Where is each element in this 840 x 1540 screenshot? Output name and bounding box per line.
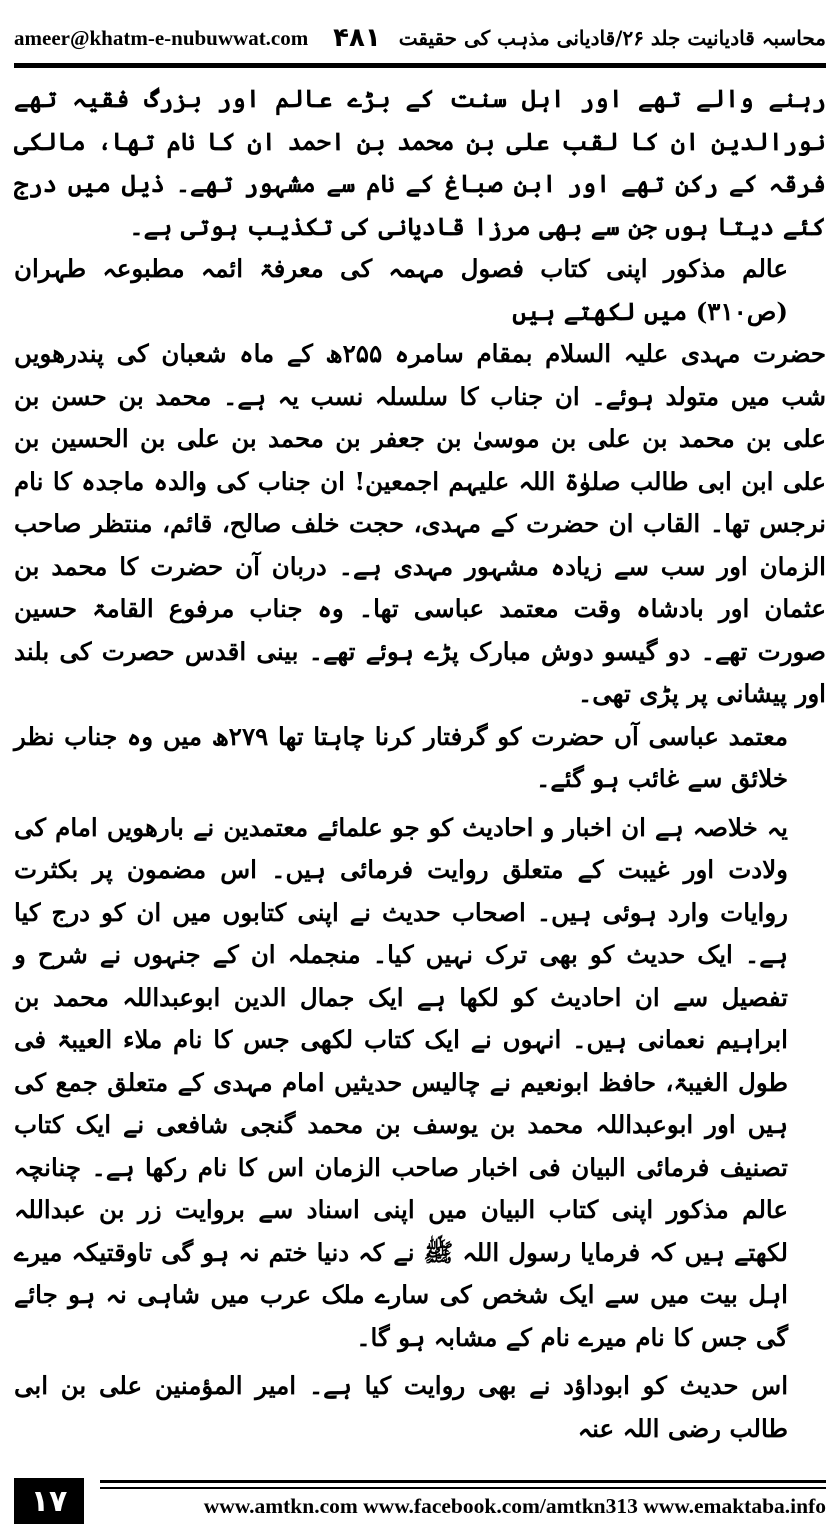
paragraph: یہ خلاصہ ہے ان اخبار و احادیث کو جو علمائے معتمدین نے بارھویں امام کی ولادت اور غیبت کے متعلق روایت فرمائی ہیں۔ اس مضمون پر بکثرت روایات وارد ہوئی ہیں۔ اصحاب حدیث نے اپنی کتابوں میں ان کو درج کیا ہے۔ ایک حدیث کو بھی ترک نہیں کیا۔ منجملہ ان کے جنہوں نے شرح و تفصیل سے ان احادیث کو لکھا ہے ایک جمال الدین ابوعبداللہ محمد بن ابراہیم نعمانی ہیں۔ انہوں نے ایک کتاب لکھی جس کا نام ملاء العیبۃ فی طول الغیبۃ، حافظ ابونعیم نے چالیس حدیثیں امام مہدی کے متعلق جمع کی ہیں اور ابوعبداللہ محمد بن یوسف بن محمد گنجی شافعی نے ایک کتاب تصنیف فرمائی البیان فی اخبار صاحب الزمان اس کا نام رکھا ہے۔ چنانچہ عالم مذکور اپنی کتاب البیان میں اپنی اسناد سے بروایت زر بن عبداللہ لکھتے ہیں کہ فرمایا رسول اللہ ﷺ نے کہ دنیا ختم نہ ہو گی تاوقتیکہ میرے اہل بیت میں سے ایک شخص کی سارے ملک عرب میں شاہی نہ ہو جائے گی جس کا نام میرے نام کے مشابہ ہو گا۔ (14, 812, 788, 1352)
paragraph: معتمد عباسی آں حضرت کو گرفتار کرنا چاہتا تھا ۲۷۹ھ میں وہ جناب نظر خلائق سے غائب ہو گئے۔ (14, 721, 788, 793)
paragraph: رہنے والے تھے اور اہل سنت کے بڑے عالم اور بزرگ فقیہ تھے نورالدین ان کا لقب علی بن محمد بن احمد ان کا نام تھا، مالکی فرقہ کے رکن تھے اور ابن صباغ کے نام سے مشہور تھے۔ ذیل میں درج کئے دیتا ہوں جن سے بھی مرزا قادیانی کی تکذیب ہوتی ہے۔ (14, 84, 826, 241)
paragraph: اس حدیث کو ابوداؤد نے بھی روایت کیا ہے۔ امیر المؤمنین علی بن ابی طالب رضی اللہ عنہ (14, 1371, 788, 1443)
footer-page-number: ۱۷ (14, 1478, 84, 1524)
footer-urls: www.amtkn.com www.facebook.com/amtkn313 www.emaktaba.info (203, 1494, 826, 1518)
header-title-group (333, 23, 826, 53)
paragraph: حضرت مہدی علیہ السلام بمقام سامرہ ۲۵۵ھ کے ماہ شعبان کی پندرھویں شب میں متولد ہوئے۔ ان جناب کا سلسلہ نسب یہ ہے۔ محمد بن حسن بن علی بن محمد بن علی بن موسیٰ بن جعفر بن محمد بن علی بن الحسین بن علی ابن ابی طالب صلوٰۃ اللہ علیہم اجمعین! ان جناب کی والدہ ماجدہ کا نام نرجس تھا۔ القاب ان حضرت کے مہدی، حجت خلف صالح، قائم، منتظر صاحب الزمان اور سب سے زیادہ مشہور مہدی ہے۔ دربان آن حضرت کا محمد بن عثمان اور بادشاہ وقت معتمد عباسی تھا۔ وہ جناب مرفوع القامۃ حسین صورت تھے۔ دو گیسو دوش مبارک پڑے ہوئے تھے۔ بینی اقدس حصرت کی بلند اور پیشانی پر پڑی تھی۔ (14, 339, 827, 708)
header-rule (14, 63, 826, 68)
footer-rule (100, 1487, 826, 1489)
page-number: ۴۸۱ (333, 23, 381, 53)
footer-rule (100, 1480, 826, 1483)
paragraph: عالم مذکور اپنی کتاب فصول مہمہ کی معرفۃ ائمہ مطبوعہ طہران (ص۳۱۰) میں لکھتے ہیں (14, 254, 788, 326)
book-title: محاسبہ قادیانیت جلد ۲۶/قادیانی مذہب کی حقیقت (398, 26, 826, 50)
header-email: ameer@khatm-e-nubuwwat.com (14, 25, 309, 50)
page-body (14, 78, 826, 1450)
page-header (14, 16, 826, 60)
